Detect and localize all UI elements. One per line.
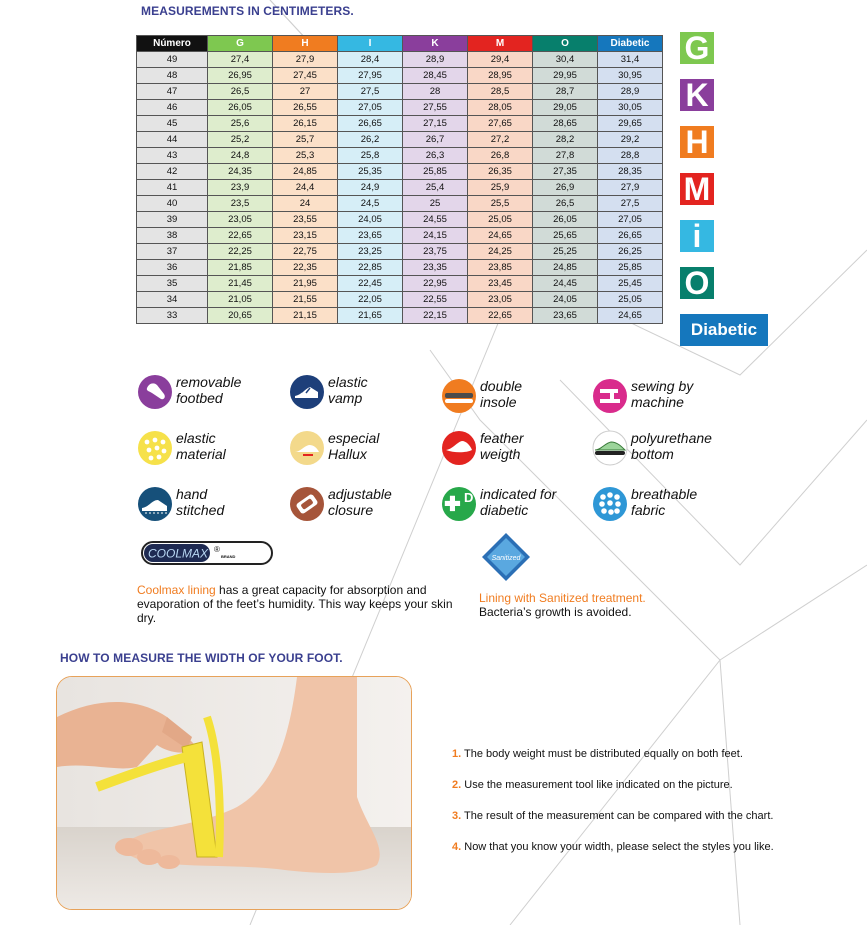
- size-number-cell: 39: [137, 212, 208, 228]
- width-value-cell: 30,95: [598, 68, 663, 84]
- width-value-cell: 26,65: [338, 116, 403, 132]
- sanitized-logo: [481, 532, 531, 582]
- width-value-cell: 27,65: [468, 116, 533, 132]
- width-value-cell: 24,4: [273, 180, 338, 196]
- feature-indicated-for-diabetic: [441, 486, 591, 522]
- width-value-cell: 25,6: [208, 116, 273, 132]
- table-row: [137, 180, 663, 196]
- table-row: [137, 68, 663, 84]
- width-value-cell: 26,25: [598, 244, 663, 260]
- width-value-cell: 22,45: [338, 276, 403, 292]
- table-row: [137, 276, 663, 292]
- feature-elastic-vamp: [289, 374, 439, 410]
- width-value-cell: 29,65: [598, 116, 663, 132]
- width-value-cell: 21,45: [208, 276, 273, 292]
- step-text: Now that you know your width, please select the styles you like.: [464, 841, 774, 853]
- size-number-cell: 38: [137, 228, 208, 244]
- step-number: 3.: [452, 810, 462, 822]
- page-title: MEASUREMENTS IN CENTIMETERS.: [141, 4, 354, 18]
- width-value-cell: 22,85: [338, 260, 403, 276]
- hand-stitched-icon: [137, 486, 173, 522]
- width-value-cell: 27,2: [468, 132, 533, 148]
- width-label-diabetic: Diabetic: [680, 314, 768, 346]
- coolmax-logo-text: COOLMAX: [148, 546, 209, 561]
- size-chart-table: [136, 35, 663, 324]
- width-value-cell: 26,95: [208, 68, 273, 84]
- col-header-i: I: [338, 36, 403, 52]
- width-value-cell: 25,8: [338, 148, 403, 164]
- size-number-cell: 45: [137, 116, 208, 132]
- width-value-cell: 24,05: [338, 212, 403, 228]
- width-value-cell: 26,5: [208, 84, 273, 100]
- width-value-cell: 24,8: [208, 148, 273, 164]
- table-row: [137, 196, 663, 212]
- width-value-cell: 27,55: [403, 100, 468, 116]
- width-value-cell: 25,7: [273, 132, 338, 148]
- width-value-cell: 27,15: [403, 116, 468, 132]
- feature-hand-stitched: [137, 486, 287, 522]
- width-value-cell: 27,05: [598, 212, 663, 228]
- width-value-cell: 28,65: [533, 116, 598, 132]
- width-value-cell: 21,85: [208, 260, 273, 276]
- width-value-cell: 24,05: [533, 292, 598, 308]
- width-value-cell: 24,65: [598, 308, 663, 324]
- width-value-cell: 29,4: [468, 52, 533, 68]
- width-value-cell: 27,9: [598, 180, 663, 196]
- feature-adjustable-closure: [289, 486, 439, 522]
- double-insole-icon: [441, 378, 477, 414]
- step-1: [452, 748, 743, 760]
- width-value-cell: 27,8: [533, 148, 598, 164]
- width-value-cell: 26,05: [208, 100, 273, 116]
- width-value-cell: 26,35: [468, 164, 533, 180]
- width-value-cell: 29,2: [598, 132, 663, 148]
- table-row: [137, 84, 663, 100]
- feature-sewing-by-machine: [592, 378, 742, 414]
- col-header-m: M: [468, 36, 533, 52]
- width-value-cell: 23,15: [273, 228, 338, 244]
- width-value-cell: 26,5: [533, 196, 598, 212]
- width-value-cell: 26,3: [403, 148, 468, 164]
- width-value-cell: 28,45: [403, 68, 468, 84]
- width-value-cell: 25,65: [533, 228, 598, 244]
- size-number-cell: 44: [137, 132, 208, 148]
- table-row: [137, 52, 663, 68]
- width-value-cell: 28,7: [533, 84, 598, 100]
- col-header-number: Número: [137, 36, 208, 52]
- sanitized-description: [479, 591, 699, 619]
- width-value-cell: 26,2: [338, 132, 403, 148]
- width-value-cell: 25,3: [273, 148, 338, 164]
- feature-label: double insole: [480, 378, 523, 410]
- width-value-cell: 25,4: [403, 180, 468, 196]
- size-number-cell: 41: [137, 180, 208, 196]
- table-row: [137, 228, 663, 244]
- size-number-cell: 43: [137, 148, 208, 164]
- width-value-cell: 25,9: [468, 180, 533, 196]
- coolmax-logo: [141, 541, 273, 565]
- width-value-cell: 27,9: [273, 52, 338, 68]
- width-value-cell: 23,65: [338, 228, 403, 244]
- width-value-cell: 28,5: [468, 84, 533, 100]
- step-text: Use the measurement tool like indicated on the picture.: [464, 779, 733, 791]
- width-value-cell: 24,15: [403, 228, 468, 244]
- svg-text:D: D: [464, 490, 474, 505]
- width-value-cell: 26,65: [598, 228, 663, 244]
- step-2: [452, 779, 733, 791]
- width-value-cell: 24,35: [208, 164, 273, 180]
- width-value-cell: 24,9: [338, 180, 403, 196]
- width-value-cell: 22,55: [403, 292, 468, 308]
- coolmax-highlight: Coolmax lining: [137, 583, 216, 597]
- width-value-cell: 21,15: [273, 308, 338, 324]
- width-value-cell: 28,8: [598, 148, 663, 164]
- width-value-cell: 27,95: [338, 68, 403, 84]
- col-header-k: K: [403, 36, 468, 52]
- diabetic-icon: [441, 486, 477, 522]
- step-number: 4.: [452, 841, 462, 853]
- width-value-cell: 24,65: [468, 228, 533, 244]
- table-row: [137, 244, 663, 260]
- elastic-material-icon: [137, 430, 173, 466]
- feature-label: polyurethane bottom: [631, 430, 712, 462]
- width-value-cell: 23,5: [208, 196, 273, 212]
- width-value-cell: 25,25: [533, 244, 598, 260]
- foot-measuring-illustration: [57, 677, 412, 910]
- width-value-cell: 23,65: [533, 308, 598, 324]
- feature-label: feather weigth: [480, 430, 524, 462]
- width-value-cell: 23,35: [403, 260, 468, 276]
- width-value-cell: 26,15: [273, 116, 338, 132]
- size-number-cell: 48: [137, 68, 208, 84]
- width-value-cell: 25,85: [403, 164, 468, 180]
- width-value-cell: 28,2: [533, 132, 598, 148]
- table-row: [137, 148, 663, 164]
- width-value-cell: 28,35: [598, 164, 663, 180]
- width-value-cell: 23,05: [208, 212, 273, 228]
- coolmax-logo-sub: BRAND: [221, 554, 236, 559]
- elastic-vamp-icon: [289, 374, 325, 410]
- width-value-cell: 22,65: [468, 308, 533, 324]
- width-value-cell: 24,85: [273, 164, 338, 180]
- width-value-cell: 27: [273, 84, 338, 100]
- step-4: [452, 841, 774, 853]
- feature-label: elastic material: [176, 430, 226, 462]
- step-number: 1.: [452, 748, 462, 760]
- step-text: The body weight must be distributed equally on both feet.: [464, 748, 743, 760]
- feature-label: indicated for diabetic: [480, 486, 557, 518]
- table-row: [137, 164, 663, 180]
- width-value-cell: 24: [273, 196, 338, 212]
- feature-feather-weigth: [441, 430, 591, 466]
- width-value-cell: 25,05: [468, 212, 533, 228]
- width-value-cell: 23,25: [338, 244, 403, 260]
- width-value-cell: 24,5: [338, 196, 403, 212]
- width-letter-i: i: [680, 220, 714, 252]
- width-value-cell: 28: [403, 84, 468, 100]
- table-row: [137, 292, 663, 308]
- width-value-cell: 26,55: [273, 100, 338, 116]
- width-value-cell: 23,45: [468, 276, 533, 292]
- width-value-cell: 22,15: [403, 308, 468, 324]
- width-value-cell: 26,7: [403, 132, 468, 148]
- width-value-cell: 25,2: [208, 132, 273, 148]
- table-row: [137, 260, 663, 276]
- col-header-h: H: [273, 36, 338, 52]
- hallux-icon: [289, 430, 325, 466]
- col-header-diabetic: Diabetic: [598, 36, 663, 52]
- width-value-cell: 28,4: [338, 52, 403, 68]
- width-value-cell: 24,25: [468, 244, 533, 260]
- table-row: [137, 132, 663, 148]
- width-letter-h: H: [680, 126, 714, 158]
- width-value-cell: 20,65: [208, 308, 273, 324]
- width-value-cell: 30,05: [598, 100, 663, 116]
- size-number-cell: 34: [137, 292, 208, 308]
- width-letter-g: G: [680, 32, 714, 64]
- table-row: [137, 100, 663, 116]
- feature-removable-footbed: [137, 374, 287, 410]
- width-letter-m: M: [680, 173, 714, 205]
- feature-breathable-fabric: [592, 486, 742, 522]
- feature-especial-hallux: [289, 430, 439, 466]
- removable-footbed-icon: [137, 374, 173, 410]
- width-value-cell: 27,45: [273, 68, 338, 84]
- size-number-cell: 49: [137, 52, 208, 68]
- width-value-cell: 23,05: [468, 292, 533, 308]
- sewing-machine-icon: [592, 378, 628, 414]
- width-value-cell: 25: [403, 196, 468, 212]
- width-value-cell: 27,5: [338, 84, 403, 100]
- width-letter-k: K: [680, 79, 714, 111]
- sanitized-logo-text: Sanitized: [491, 555, 521, 562]
- step-number: 2.: [452, 779, 462, 791]
- size-number-cell: 46: [137, 100, 208, 116]
- width-value-cell: 27,4: [208, 52, 273, 68]
- width-value-cell: 22,25: [208, 244, 273, 260]
- width-value-cell: 25,35: [338, 164, 403, 180]
- width-value-cell: 21,95: [273, 276, 338, 292]
- width-letter-o: O: [680, 267, 714, 299]
- width-value-cell: 25,05: [598, 292, 663, 308]
- size-number-cell: 35: [137, 276, 208, 292]
- feature-label: sewing by machine: [631, 378, 694, 410]
- feature-polyurethane-bottom: [592, 430, 742, 466]
- width-value-cell: 22,95: [403, 276, 468, 292]
- width-value-cell: 26,8: [468, 148, 533, 164]
- width-value-cell: 25,85: [598, 260, 663, 276]
- width-value-cell: 24,55: [403, 212, 468, 228]
- feather-weight-icon: [441, 430, 477, 466]
- size-number-cell: 47: [137, 84, 208, 100]
- size-number-cell: 42: [137, 164, 208, 180]
- width-value-cell: 25,45: [598, 276, 663, 292]
- width-value-cell: 23,9: [208, 180, 273, 196]
- width-value-cell: 28,9: [403, 52, 468, 68]
- feature-label: elastic vamp: [328, 374, 368, 406]
- feature-label: especial Hallux: [328, 430, 380, 462]
- width-value-cell: 22,05: [338, 292, 403, 308]
- size-number-cell: 40: [137, 196, 208, 212]
- width-value-cell: 29,95: [533, 68, 598, 84]
- width-value-cell: 27,35: [533, 164, 598, 180]
- width-value-cell: 28,9: [598, 84, 663, 100]
- coolmax-description: [137, 583, 457, 625]
- width-value-cell: 25,5: [468, 196, 533, 212]
- width-value-cell: 23,85: [468, 260, 533, 276]
- coolmax-text: has a great capacity for absorption and evaporation of the feet’s humidity. This way keeps your skin dry.: [137, 583, 453, 625]
- width-value-cell: 23,55: [273, 212, 338, 228]
- polyurethane-bottom-icon: [592, 430, 628, 466]
- width-value-cell: 22,65: [208, 228, 273, 244]
- width-value-cell: 21,55: [273, 292, 338, 308]
- width-value-cell: 27,05: [338, 100, 403, 116]
- feature-label: adjustable closure: [328, 486, 392, 518]
- width-value-cell: 28,05: [468, 100, 533, 116]
- sanitized-text: Bacteria’s growth is avoided.: [479, 605, 632, 619]
- step-text: The result of the measurement can be compared with the chart.: [464, 810, 774, 822]
- width-value-cell: 21,65: [338, 308, 403, 324]
- size-number-cell: 37: [137, 244, 208, 260]
- size-number-cell: 36: [137, 260, 208, 276]
- width-value-cell: 28,95: [468, 68, 533, 84]
- width-value-cell: 21,05: [208, 292, 273, 308]
- adjustable-closure-icon: [289, 486, 325, 522]
- step-3: [452, 810, 773, 822]
- table-row: [137, 212, 663, 228]
- width-value-cell: 22,75: [273, 244, 338, 260]
- feature-double-insole: [441, 378, 591, 414]
- width-value-cell: 24,85: [533, 260, 598, 276]
- width-value-cell: 30,4: [533, 52, 598, 68]
- measure-title: HOW TO MEASURE THE WIDTH OF YOUR FOOT.: [60, 651, 343, 665]
- width-value-cell: 26,05: [533, 212, 598, 228]
- feature-label: removable footbed: [176, 374, 242, 406]
- feature-label: breathable fabric: [631, 486, 698, 518]
- width-value-cell: 26,9: [533, 180, 598, 196]
- size-number-cell: 33: [137, 308, 208, 324]
- sanitized-highlight: Lining with Sanitized treatment.: [479, 591, 646, 605]
- width-value-cell: 22,35: [273, 260, 338, 276]
- feature-elastic-material: [137, 430, 287, 466]
- width-value-cell: 27,5: [598, 196, 663, 212]
- table-row: [137, 308, 663, 324]
- col-header-o: O: [533, 36, 598, 52]
- foot-measuring-photo: [56, 676, 412, 910]
- width-value-cell: 29,05: [533, 100, 598, 116]
- col-header-g: G: [208, 36, 273, 52]
- table-row: [137, 116, 663, 132]
- breathable-fabric-icon: [592, 486, 628, 522]
- width-value-cell: 24,45: [533, 276, 598, 292]
- coolmax-logo-mark: ®: [214, 545, 220, 554]
- feature-label: hand stitched: [176, 486, 225, 518]
- width-value-cell: 31,4: [598, 52, 663, 68]
- table-header-row: [137, 36, 663, 52]
- width-value-cell: 23,75: [403, 244, 468, 260]
